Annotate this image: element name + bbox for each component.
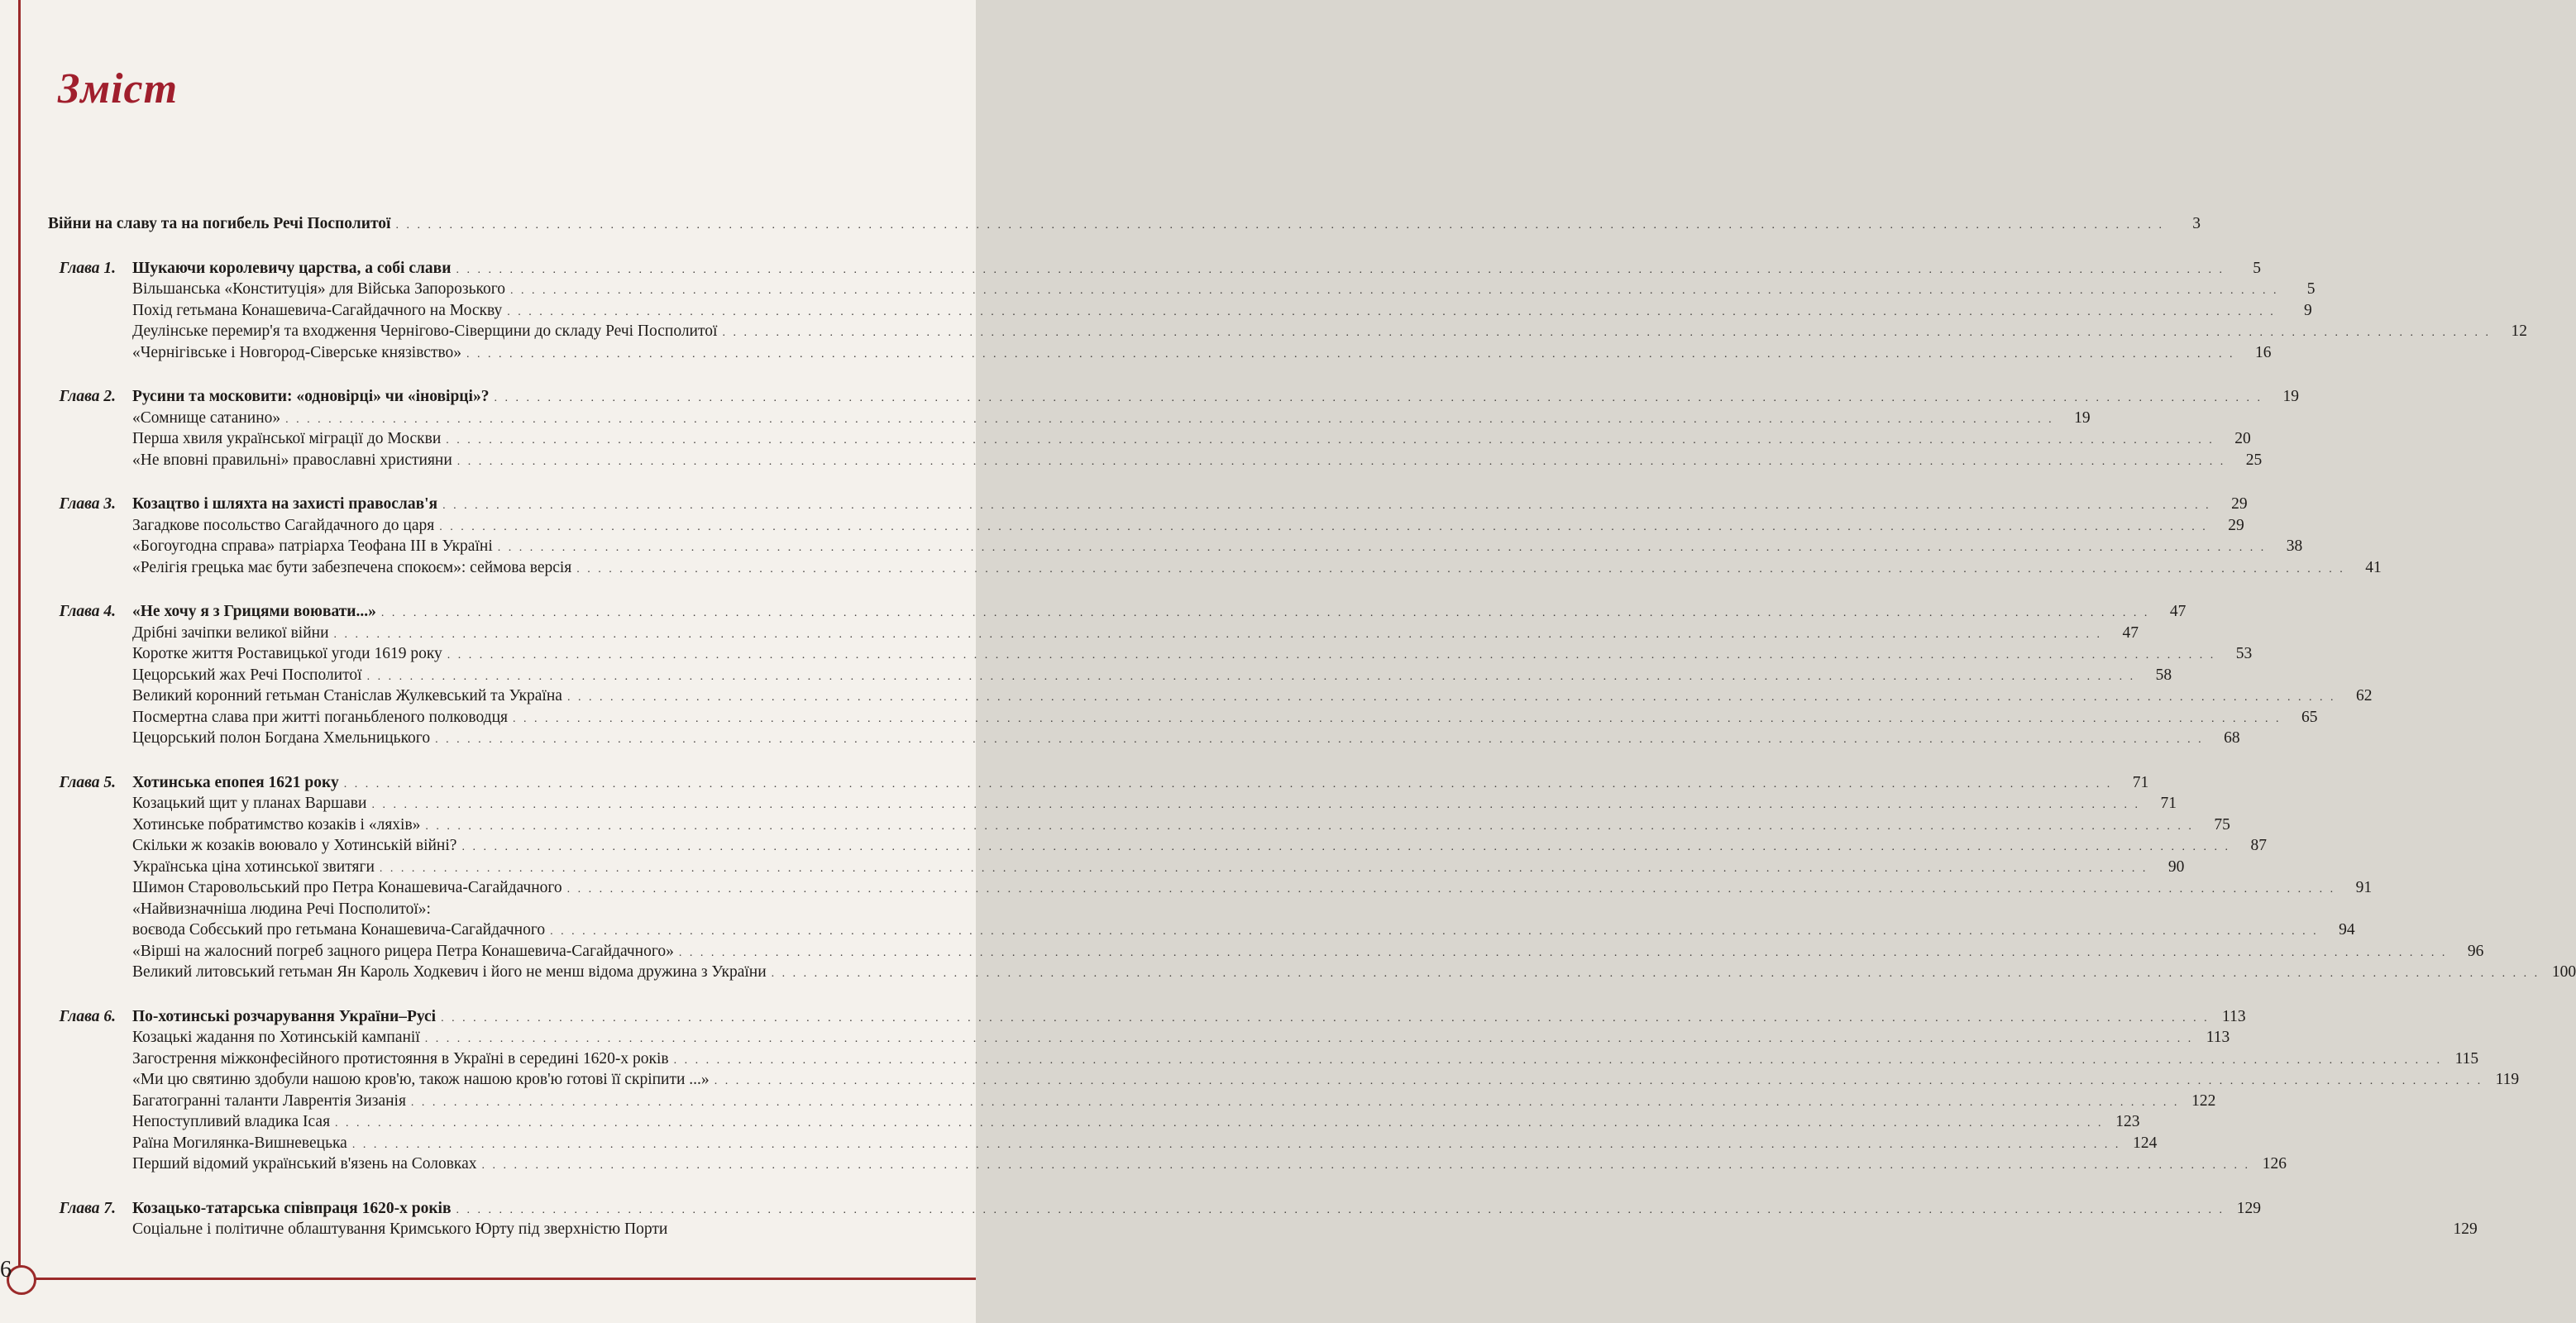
toc-leader-dots [442,495,2211,517]
toc-item-page: 91 [2355,879,2373,896]
toc-item-title: Загадкове посольство Сагайдачного до царя [132,516,435,534]
toc-chapter-title: По-хотинські розчарування України–Русі [132,1007,437,1025]
toc-item-title: «Ми цю святиню здобули нашою кров'ю, також нашою кров'ю готові її скріпити ...» [132,1071,710,1088]
toc-chapter-title: Шукаючи королевичу царства, а собі слави [132,259,452,277]
toc-item-title: Посмертна слава при житті поганьбленого полководця [132,708,509,726]
toc-leader-dots [335,1113,2104,1134]
toc-item-title: Деулінське перемир'я та входження Чернігово-Сіверщини до складу Речі Посполитої [132,322,718,340]
toc-leader-dots [772,963,2540,985]
toc-leader-dots [466,344,2235,365]
toc-item-row[interactable] [33,450,2263,471]
toc-item-row[interactable] [33,408,2091,429]
toc-item-page: 53 [2235,645,2253,662]
toc-leader-dots [441,1008,2210,1029]
table-of-contents [33,213,2576,1240]
toc-leader-dots [435,729,2204,751]
toc-item-page: 124 [2133,1134,2158,1152]
toc-intro-row[interactable] [33,213,2201,235]
toc-item-row[interactable] [33,941,2484,962]
toc-item-title: Дрібні зачіпки великої війни [132,623,329,642]
toc-item-row[interactable] [33,1219,2478,1240]
toc-chapter-row[interactable] [33,386,2299,408]
toc-chapter-label: Глава 5. [59,773,116,791]
toc-item-title: Скільки ж козаків воювало у Хотинській війні? [132,837,457,854]
toc-item-page: 41 [2365,558,2382,576]
toc-item-title: Великий коронний гетьман Станіслав Жулкевський та Україна [132,687,562,704]
toc-item-row[interactable] [33,685,2373,707]
toc-chapter-gap [33,749,911,772]
toc-item-page: 19 [2074,408,2091,427]
toc-leader-dots [494,388,2263,409]
toc-item-row[interactable] [33,835,2267,857]
toc-chapter-title: Русини та московити: «одновірці» чи «іновірці»? [132,388,490,405]
toc-item-title: Багатогранні таланти Лаврентія Зизанія [132,1091,406,1110]
toc-item-page: 122 [2191,1091,2216,1110]
toc-item-row[interactable] [33,707,2318,728]
toc-item-page: 75 [2214,815,2230,833]
toc-item-row[interactable] [33,428,2251,450]
page-border-vertical [18,0,21,1278]
toc-chapter-title: Козацтво і шляхта на захисті православ'я [132,495,438,513]
toc-item-page: 29 [2228,516,2244,534]
toc-leader-dots [461,837,2230,858]
toc-item-row[interactable] [33,857,2185,878]
toc-item-row[interactable] [33,1069,2520,1091]
toc-chapter-title: «Не хочу я з Грицями воювати...» [132,603,376,620]
toc-leader-dots [425,1029,2194,1050]
toc-item-row[interactable] [33,899,911,920]
toc-chapter-label: Глава 3. [59,495,116,513]
toc-chapter-gap [33,983,911,1006]
toc-item-row[interactable] [33,342,2272,364]
toc-item-row[interactable] [33,643,2253,665]
toc-item-row[interactable] [33,557,2382,579]
toc-item-row[interactable] [33,300,2312,322]
toc-chapter-gap [33,235,911,258]
toc-chapter-gap [33,470,911,494]
toc-chapter-gap [33,578,911,601]
toc-chapter-page: 113 [2222,1007,2246,1025]
toc-leader-dots [334,624,2103,646]
toc-item-title: Цецорський жах Речі Посполитої [132,666,362,684]
toc-chapter-title: Козацько-татарська співпраця 1620-х років [132,1199,452,1217]
toc-item-page: 126 [2262,1155,2287,1173]
toc-leader-dots [482,1155,2251,1177]
toc-chapter-page: 5 [2253,259,2261,277]
toc-item-title: Загострення міжконфесійного протистояння в Україні в середині 1620-х років [132,1049,669,1067]
toc-item-title: «Богоугодна справа» патріарха Теофана III в Україні [132,537,493,555]
toc-leader-dots [576,559,2345,580]
page-number: 6 [0,1257,12,1282]
toc-chapter-gap [33,1175,911,1198]
toc-leader-dots [722,322,2491,344]
toc-leader-dots [367,666,2136,688]
toc-item-row[interactable] [33,877,2373,899]
toc-item-page: 47 [2122,623,2139,642]
toc-item-page: 90 [2167,857,2185,876]
toc-item-title: Коротке життя Роставицької угоди 1619 року [132,645,442,662]
toc-leader-dots [507,302,2276,323]
toc-item-row[interactable] [33,1153,2287,1175]
page-border-horizontal [18,1278,976,1280]
toc-item-title: Непоступливий владика Ісая [132,1113,331,1130]
toc-item-page: 87 [2250,837,2267,854]
toc-item-row[interactable] [33,793,2177,814]
toc-item-row[interactable] [33,919,2355,941]
toc-item-page: 96 [2467,942,2484,960]
toc-item-title: «Не вповні правильні» православні християни [132,451,452,469]
toc-leader-dots [380,858,2148,880]
toc-leader-dots [456,260,2225,281]
toc-leader-dots [567,879,2336,900]
toc-item-row[interactable] [33,536,2303,557]
toc-leader-dots [567,687,2336,709]
toc-item-title: «Релігія грецька має бути забезпечена спокоєм»: сеймова версія [132,558,572,576]
toc-item-row[interactable] [33,321,2527,342]
toc-item-page: 119 [2495,1071,2520,1088]
toc-item-title: Шимон Старовольський про Петра Конашевича-Сагайдачного [132,879,562,896]
toc-leader-dots [411,1092,2180,1114]
toc-item-row[interactable] [33,515,2244,537]
toc-chapter-page: 19 [2282,388,2299,405]
toc-leader-dots [550,921,2319,943]
page-title: Зміст [58,65,179,112]
toc-item-page: 71 [2160,795,2177,812]
toc-leader-dots [457,451,2226,473]
toc-leader-dots [498,537,2267,559]
toc-item-row[interactable] [33,1027,2230,1048]
toc-leader-dots [395,215,2164,236]
toc-intro-title: Війни на славу та на погибель Речі Посполитої [48,215,391,232]
toc-item-page: 68 [2224,729,2240,747]
toc-item-title: «Чернігівське і Новгород-Сіверське князівство» [132,343,462,361]
toc-leader-dots [714,1071,2483,1092]
toc-item-row[interactable] [33,814,2230,836]
toc-item-page: 5 [2306,280,2316,298]
toc-leader-dots [352,1134,2121,1156]
toc-item-title: Козацькі жадання по Хотинській кампанії [132,1029,420,1046]
toc-leader-dots [674,1050,2443,1072]
toc-item-title: Козацький щит у планах Варшави [132,795,367,812]
toc-item-page: 58 [2155,666,2172,684]
toc-leader-dots [439,517,2208,538]
toc-item-title: «Сомнище сатанино» [132,408,281,427]
toc-item-title: «Вірші на жалосний погреб зацного рицера Петра Конашевича-Сагайдачного» [132,942,674,960]
toc-item-title: Вільшанська «Конституція» для Війська Запорозького [132,280,506,298]
toc-item-row[interactable] [33,665,2172,686]
toc-item-page: 9 [2304,301,2312,319]
toc-leader-dots [456,1200,2225,1221]
toc-chapter-gap [33,363,911,386]
toc-chapter-label: Глава 7. [59,1199,116,1217]
toc-item-title: Українська ціна хотинської звитяги [132,857,375,876]
toc-leader-dots [425,816,2194,838]
toc-item-title: Перша хвиля української міграції до Москви [132,430,442,447]
toc-chapter-page: 129 [2236,1199,2262,1217]
toc-chapter-label: Глава 4. [59,603,116,620]
toc-item-title: Похід гетьмана Конашевича-Сагайдачного на Москву [132,301,503,319]
toc-item-title: «Найвизначніша людина Речі Посполитої»: [132,900,431,918]
toc-item-row[interactable] [33,962,2576,983]
toc-chapter-page: 47 [2169,603,2186,620]
toc-item-page: 12 [2511,322,2527,340]
toc-chapter-label: Глава 6. [59,1007,116,1025]
toc-leader-dots [446,430,2215,451]
toc-chapter-row[interactable] [33,601,2186,623]
toc-leader-dots [381,603,2150,624]
toc-item-page: 62 [2355,687,2373,704]
toc-chapter-page: 71 [2132,773,2149,791]
toc-item-row[interactable] [33,623,2139,644]
toc-item-row[interactable] [33,279,2316,300]
toc-item-page: 129 [2453,1220,2478,1238]
toc-item-title: Цецорський полон Богдана Хмельницького [132,729,431,747]
toc-item-page: 115 [2454,1049,2479,1067]
toc-chapter-label: Глава 1. [59,259,116,277]
toc-item-title: Перший відомий український в'язень на Соловках [132,1155,477,1173]
toc-item-page: 94 [2339,921,2355,939]
toc-item-page: 113 [2206,1029,2230,1046]
toc-intro-page: 3 [2192,215,2201,232]
toc-item-title: Соціальне і політичне облаштування Кримського Юрту під зверхністю Порти [132,1220,668,1238]
toc-item-page: 16 [2255,343,2272,361]
toc-item-row[interactable] [33,1133,2158,1154]
toc-chapter-title: Хотинська епопея 1621 року [132,773,339,791]
toc-item-row[interactable] [33,1048,2479,1070]
toc-item-row[interactable] [33,728,2240,749]
toc-leader-dots [513,709,2282,730]
toc-leader-dots [510,280,2279,302]
toc-leader-dots [447,645,2216,666]
toc-item-page: 65 [2301,708,2318,726]
toc-chapter-page: 29 [2231,495,2248,513]
toc-leader-dots [679,943,2448,964]
toc-chapter-row[interactable] [33,258,2261,279]
toc-leader-dots [371,795,2140,816]
toc-item-page: 123 [2115,1113,2140,1130]
toc-item-page: 25 [2245,451,2263,469]
toc-chapter-row[interactable] [33,1006,2246,1028]
toc-item-row[interactable] [33,1091,2216,1112]
toc-leader-dots [285,409,2054,431]
toc-chapter-row[interactable] [33,772,2149,794]
toc-item-title: Хотинське побратимство козаків і «ляхів» [132,815,421,833]
toc-chapter-row[interactable] [33,1198,2262,1220]
toc-item-title: Раїна Могилянка-Вишневецька [132,1134,347,1152]
toc-item-row[interactable] [33,1111,2140,1133]
toc-chapter-row[interactable] [33,494,2248,515]
toc-item-page: 20 [2234,430,2251,447]
toc-item-title: Великий литовський гетьман Ян Кароль Ходкевич і його не менш відома дружина з України [132,963,767,981]
toc-item-page: 38 [2286,537,2303,555]
toc-item-title: воєвода Собєський про гетьмана Конашевича-Сагайдачного [132,921,546,939]
toc-chapter-label: Глава 2. [59,388,116,405]
toc-leader-dots [344,774,2113,795]
toc-item-page: 100 [2551,963,2576,981]
